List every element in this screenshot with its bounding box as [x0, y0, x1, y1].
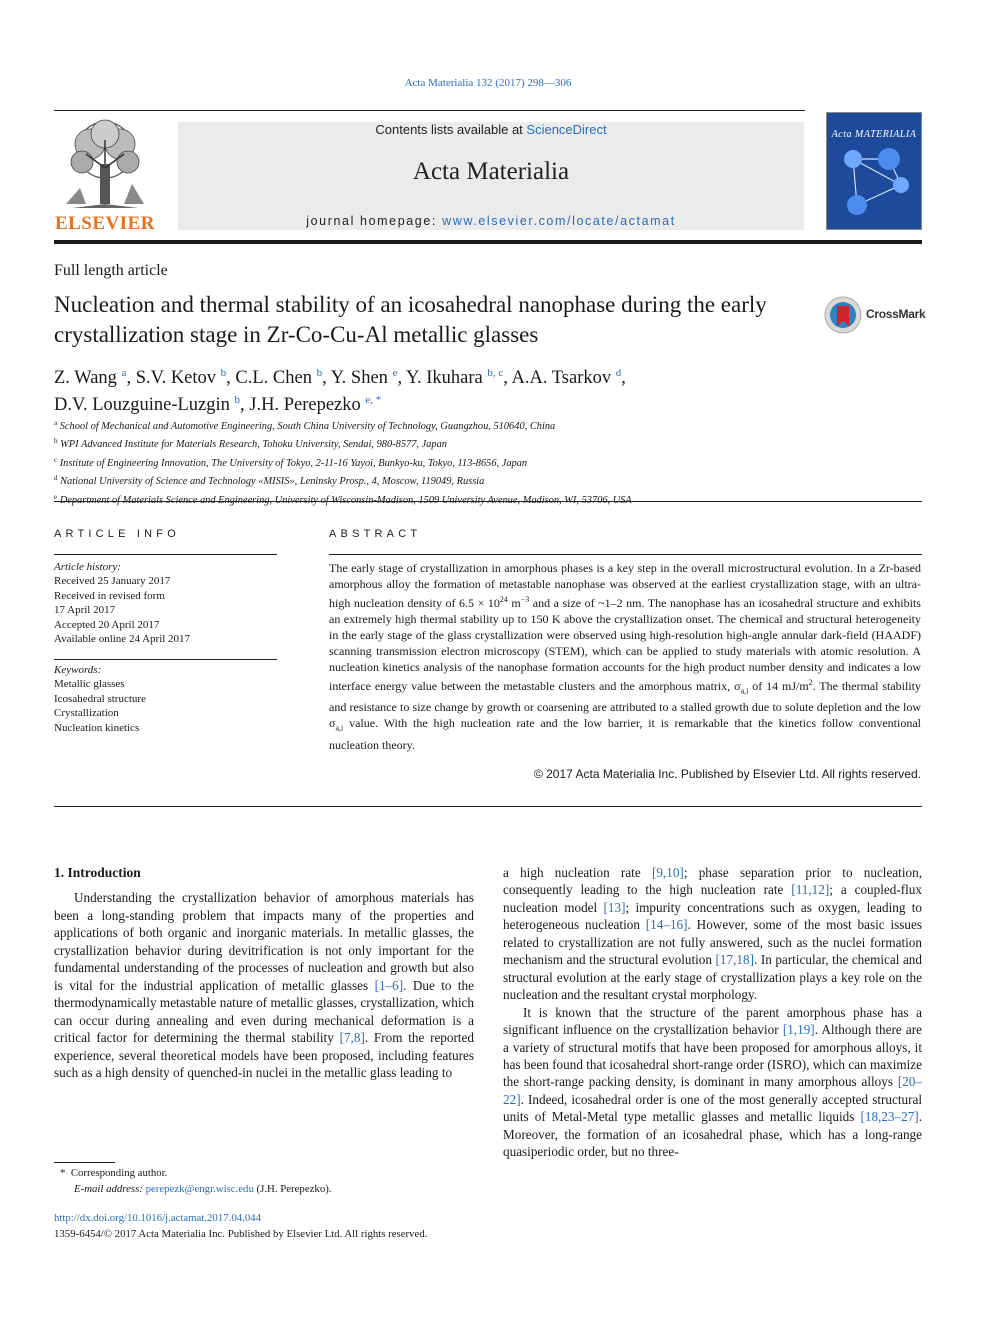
abstract-exponent: 2 [808, 678, 813, 687]
intro-heading: 1. Introduction [54, 865, 141, 880]
footnote-rule [54, 1162, 115, 1163]
email-line [60, 1181, 480, 1197]
homepage-prefix: journal homepage: [306, 214, 443, 228]
citation-link[interactable]: [17,18] [715, 952, 754, 968]
author-affiliation-marker[interactable]: b [316, 367, 323, 379]
abstract-rule [329, 554, 922, 555]
citation-link[interactable]: [11,12] [791, 882, 830, 898]
affiliation-text: National University of Science and Technology «MISIS», Leninsky Prosp., 4, Moscow, 119049, Russia [60, 476, 485, 488]
body-text: . Indeed, icosahedral order is one of the most generally accepted structural units of Metal-Metal type metallic glasses and metallic liquids [503, 1091, 922, 1125]
article-info-heading: ARTICLE INFO [54, 528, 180, 540]
keywords-rule [54, 659, 277, 660]
body-text: . Although there are a variety of structural motifs that have been proposed for amorphous alloys, it has been found that icosahedral short-range order (ISRO), which can maximize the short-range packing density, is dominant in many amorphous alloys [503, 1022, 922, 1090]
homepage-link[interactable]: www.elsevier.com/locate/actamat [442, 214, 676, 228]
author-name: D.V. Louzguine-Luzgin [54, 395, 230, 415]
intro-paragraph-3 [503, 1004, 922, 1161]
body-text: ; phase separation prior to nucleation, consequently leading to the high nucleation rate [503, 865, 922, 898]
affiliation [54, 434, 914, 452]
affiliation-rule [54, 501, 922, 502]
citation-link[interactable]: [1–6] [374, 977, 404, 993]
abstract-part: m [507, 596, 521, 610]
crossmark-label: CrossMark [866, 307, 926, 321]
author-name: Y. Shen [330, 368, 388, 388]
article-info-rule [54, 554, 277, 555]
elsevier-wordmark: ELSEVIER [54, 213, 156, 234]
journal-header [178, 122, 804, 230]
author-list [54, 362, 814, 416]
keyword: Metallic glasses [54, 678, 125, 691]
keyword: Icosahedral structure [54, 692, 146, 705]
keywords-list [54, 677, 277, 735]
abstract-heading: ABSTRACT [329, 528, 422, 540]
author-separator: , [322, 368, 331, 388]
author-affiliation-marker[interactable]: b [220, 367, 227, 379]
affiliation-key: c [54, 455, 58, 464]
abstract-part: The early stage of crystallization in amorphous phases is a key step in the overall microstructural evolution. In a Zr-based amorphous alloy the formation of metastable nanophase was observed at the earliest crystallization stage, with an ultra-high nucleation density of 6.5 × 10 [329, 561, 921, 610]
intro-left-column [54, 864, 474, 1081]
homepage-line [178, 214, 804, 228]
intro-paragraph-1 [54, 889, 474, 1081]
crossmark-badge[interactable] [824, 296, 924, 334]
affiliation-key: b [54, 437, 58, 446]
affiliation [54, 416, 914, 434]
publication-info [54, 1210, 554, 1242]
affiliation [54, 453, 914, 471]
journal-cover [826, 112, 922, 230]
keywords-label: Keywords: [54, 664, 102, 676]
body-text: ; impurity concentrations such as oxygen, leading to heterogeneous nucleation [503, 899, 922, 933]
body-text: . However, some of the most basic issues related to crystallization are not fully answered, such as the nuclei formation mechanism and the structural evolution [503, 917, 922, 968]
email-label: E-mail address: [74, 1183, 146, 1195]
affiliation-key: a [54, 419, 58, 427]
history-label: Article history: [54, 561, 121, 573]
citation-link[interactable]: [7,8] [339, 1030, 365, 1046]
history-line: Received in revised form [54, 589, 165, 602]
header-rule [54, 240, 922, 244]
footnote [60, 1165, 480, 1197]
body-text: ; a coupled-flux nucleation model [503, 882, 922, 915]
body-text: . From the reported experience, several theoretical models have been proposed, including features such as a high density of quenched-in nuclei in the metallic glass leading to [54, 1030, 474, 1080]
issn-line: 1359-6454/© 2017 Acta Materialia Inc. Published by Elsevier Ltd. All rights reserved. [54, 1228, 428, 1240]
affiliation-key: e [54, 492, 58, 501]
author-separator: , [126, 368, 136, 388]
author-affiliation-marker[interactable]: b, c [487, 367, 504, 379]
footnote-marker: * [60, 1167, 66, 1179]
author-name: Z. Wang [54, 368, 117, 388]
citation-link[interactable]: [1,19] [782, 1022, 815, 1038]
journal-name: Acta Materialia [412, 158, 570, 185]
contents-prefix: Contents lists available at [375, 122, 527, 137]
abstract-part: value. With the high nucleation rate and the low barrier, it is remarkable that the kinetics follow conventional nucleation theory. [329, 716, 921, 752]
abstract-exponent: −3 [520, 595, 530, 604]
cover-graphic-icon [827, 113, 922, 230]
author-separator: , [503, 368, 512, 388]
body-text: . In particular, the chemical and structural evolution at the early stage of crystallization plays a key role on the nucleation and the resultant crystal morphology. [503, 952, 922, 1003]
email-link[interactable]: perepezk@engr.wisc.edu [145, 1183, 254, 1195]
journal-reference[interactable]: Acta Materialia 132 (2017) 298—306 [404, 77, 572, 89]
contents-line [178, 122, 804, 137]
author-name: Y. Ikuhara [406, 368, 483, 388]
affiliation [54, 490, 914, 508]
elsevier-logo [52, 118, 158, 236]
history-lines [54, 574, 277, 646]
abstract-part: of 14 mJ/m [748, 679, 809, 693]
article-title: Nucleation and thermal stability of an icosahedral nanophase during the early crystallization stage in Zr-Co-Cu-Al metallic glasses [54, 292, 767, 347]
citation-link[interactable]: [9,10] [651, 865, 684, 880]
affiliation-key: d [54, 474, 58, 483]
email-suffix: (J.H. Perepezko). [253, 1183, 332, 1195]
top-rule [54, 110, 805, 111]
author-name: A.A. Tsarkov [511, 368, 612, 388]
author-separator: , [240, 395, 250, 415]
abstract-bottom-rule [54, 806, 922, 807]
body-text: a high nucleation rate [503, 865, 652, 880]
intro-right-column [503, 864, 922, 1161]
article-type: Full length article [54, 262, 168, 279]
crossmark-icon [824, 296, 862, 334]
body-text: It is known that the structure of the parent amorphous phase has a significant influence on the crystallization behavior [503, 1004, 922, 1038]
abstract-part: and a size of ~1–2 nm. The nanophase has an icosahedral structure and exhibits an extremely high thermal stability up to 150 K above the crystallization onset. The chemical and structural heterogeneity in the early stage of the glass crystallization were observed using high-resolution high-angle annular dark-field (HAADF) scanning transmission electron microscopy (STEM), which can be applied to study materials with atomic resolution. A nucleation kinetics analysis of the nanophase formation accounts for the high product number density and indicates a low interface energy value between the metastable clusters and the amorphous matrix, σ [329, 596, 921, 693]
author-separator: , [397, 368, 407, 388]
abstract-text [329, 560, 921, 753]
corresponding-author-note [60, 1165, 480, 1181]
abstract-copyright: © 2017 Acta Materialia Inc. Published by Elsevier Ltd. All rights reserved. [533, 767, 921, 781]
author-name: J.H. Perepezko [249, 395, 361, 415]
history-line: Received 25 January 2017 [54, 575, 171, 588]
author-affiliation-marker[interactable]: b [234, 394, 241, 406]
affiliation-text: WPI Advanced Institute for Materials Research, Tohoku University, Sendai, 980-8577, Japan [60, 439, 448, 451]
affiliation-text: Institute of Engineering Innovation, The University of Tokyo, 2-11-16 Yayoi, Bunkyo-ku, Tokyo, 113-8656, Japan [59, 457, 528, 469]
citation-link[interactable]: [13] [603, 899, 626, 915]
author-affiliation-marker[interactable]: e [392, 367, 398, 379]
keywords-block [54, 663, 277, 735]
abstract-exponent: 24 [499, 595, 508, 604]
author-separator: , [226, 368, 236, 388]
author-affiliation-marker[interactable]: e, * [365, 394, 382, 406]
body-text: Understanding the crystallization behavior of amorphous materials has been a long-standing problem that impacts many of the properties and applications of both organic and inorganic materials. In metallic glasses, the crystallization behavior during devitrification is not only important for the fundamental understanding of the processes of nucleation and growth but also is vital for the industrial application of metallic glasses [54, 890, 474, 993]
citation-link[interactable]: [20–22] [503, 1074, 922, 1107]
citation-link[interactable]: [18,23–27] [860, 1109, 919, 1125]
sciencedirect-link[interactable]: ScienceDirect [526, 122, 607, 137]
doi-link[interactable]: http://dx.doi.org/10.1016/j.actamat.2017.04.044 [54, 1212, 262, 1224]
history-line: 17 April 2017 [54, 604, 116, 617]
cover-title: Acta MATERIALIA [831, 129, 917, 140]
author-name: C.L. Chen [235, 368, 312, 388]
affiliation [54, 471, 914, 489]
history-line: Accepted 20 April 2017 [54, 618, 160, 631]
affiliation-list [54, 416, 914, 508]
author-affiliation-marker[interactable]: a [121, 367, 127, 379]
intro-paragraph-2 [503, 864, 922, 1004]
body-text: . Due to the thermodynamically metastable nature of metallic glasses, crystallization, which can occur during annealing and even during mechanical deformation is a critical factor for determining the thermal stability [54, 977, 474, 1046]
affiliation-text: School of Mechanical and Automotive Engineering, South China University of Technology, Guangzhou, 510640, China [59, 421, 556, 432]
history-line: Available online 24 April 2017 [54, 633, 191, 646]
author-affiliation-marker[interactable]: d [615, 367, 622, 379]
citation-link[interactable]: [14–16] [645, 917, 688, 933]
abstract-subscript: a,i [335, 723, 344, 733]
corresponding-author-text: Corresponding author. [70, 1167, 168, 1179]
body-text: . Moreover, the formation of an icosahedral phase, which has a long-range quasiperiodic order, but no three- [503, 1109, 922, 1160]
elsevier-tree-icon [52, 118, 158, 212]
keyword: Crystallization [54, 707, 119, 720]
keyword: Nucleation kinetics [54, 721, 140, 734]
author-name: S.V. Ketov [135, 368, 217, 388]
article-history [54, 560, 277, 646]
abstract-part: . The thermal stability and resistance to size change by growth or coarsening are attributed to a stalled growth due to solute depletion and the low σ [329, 679, 922, 731]
abstract-subscript: a,i [740, 686, 749, 696]
author-separator: , [621, 368, 626, 388]
